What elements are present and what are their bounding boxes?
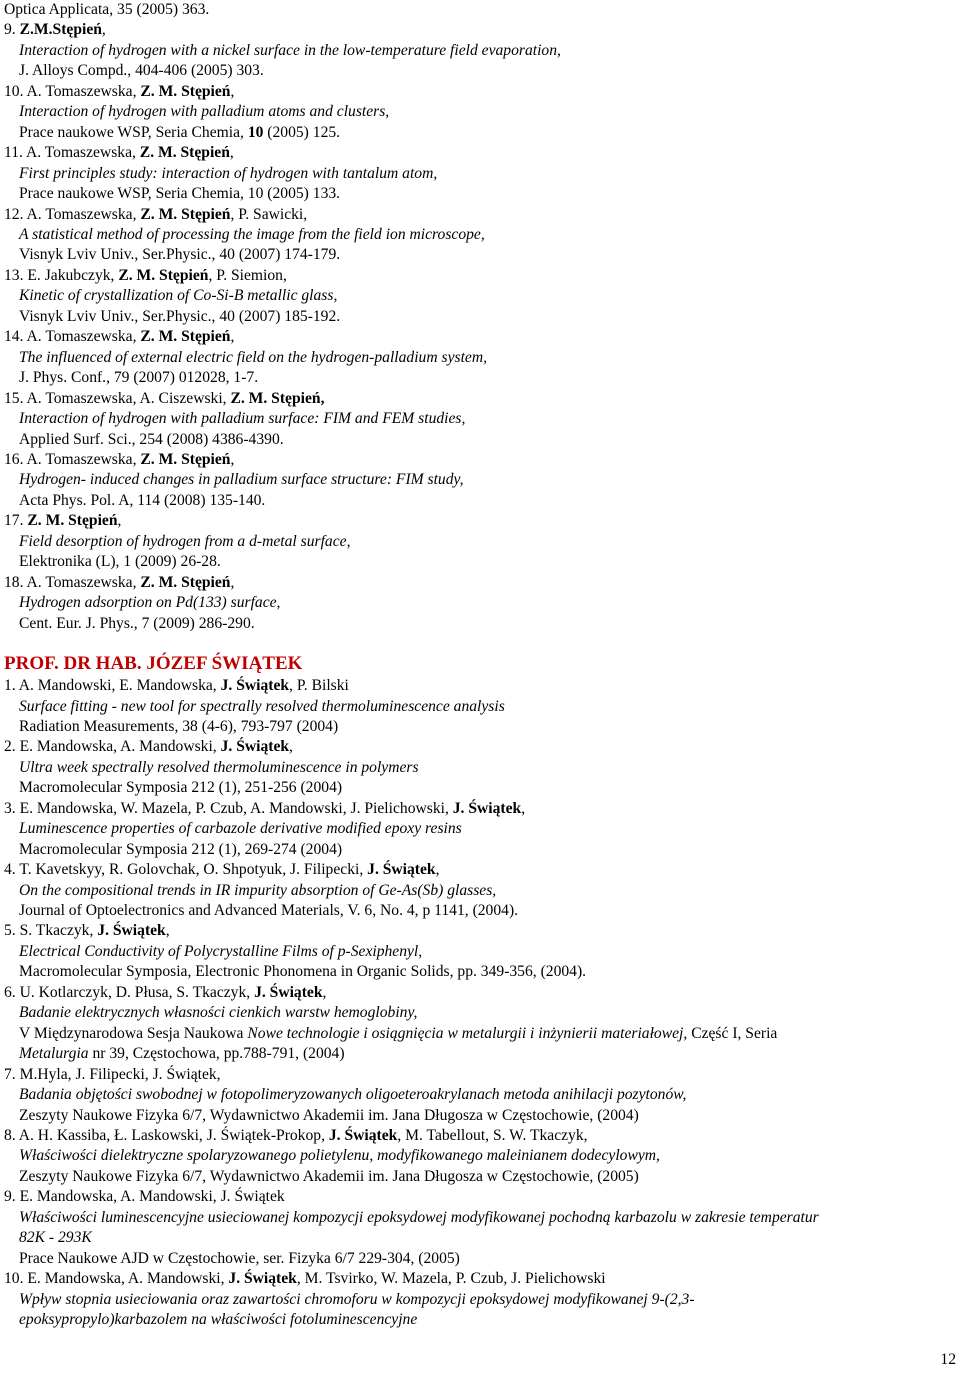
- entry-authors-line: [4, 799, 944, 819]
- text-run: Właściwości luminescencyjne usieciowanej kompozycji epoksydowej modyfikowanej pochodną karbazolu w zakresie temperatur: [19, 1208, 819, 1226]
- entry-detail-line: [4, 697, 944, 717]
- entry-detail-line: [4, 1146, 944, 1166]
- text-run: ,: [435, 861, 440, 879]
- entry-detail-line: [4, 41, 944, 61]
- publication-entry: [4, 983, 944, 1065]
- entry-authors-line: [4, 921, 944, 941]
- text-run: Field desorption of hydrogen from a d-metal surface,: [19, 532, 351, 550]
- text-run: Acta Phys. Pol. A, 114 (2008) 135-140.: [19, 491, 266, 509]
- entry-authors-line: [4, 1269, 944, 1289]
- text-run: S. Tkaczyk,: [19, 922, 98, 940]
- entry-authors-line: [4, 1126, 944, 1146]
- author-highlight: Z. M. Stępień: [139, 144, 230, 162]
- text-run: Ultra week spectrally resolved thermoluminescence in polymers: [19, 758, 419, 776]
- entry-detail-line: [4, 1044, 944, 1064]
- entry-authors-line: [4, 205, 944, 225]
- entry-number: 2.: [4, 738, 16, 756]
- entry-authors-line: [4, 860, 944, 880]
- entry-number: 12.: [4, 205, 24, 223]
- publication-entry: [4, 143, 944, 204]
- text-run: , P. Bilski: [289, 677, 349, 695]
- text-run: Badanie elektrycznych własności cienkich warstw hemoglobiny,: [19, 1004, 418, 1022]
- text-run: Macromolecular Symposia, Electronic Phonomena in Organic Solids, pp. 349-356, (2004).: [19, 963, 587, 981]
- entry-detail-line: [4, 1167, 944, 1187]
- text-run: A. Tomaszewska,: [26, 450, 141, 468]
- text-run: Elektronika (L), 1 (2009) 26-28.: [19, 553, 221, 571]
- text-run: A. Mandowski, E. Mandowska,: [18, 677, 221, 695]
- publication-entry: [4, 511, 944, 572]
- publication-entry: [4, 573, 944, 634]
- entry-authors-line: [4, 511, 944, 531]
- text-run: On the compositional trends in IR impurity absorption of Ge-As(Sb) glasses,: [19, 881, 497, 899]
- author-highlight: Stępień: [52, 21, 102, 39]
- entry-detail-line: [4, 430, 944, 450]
- entry-number: 18.: [4, 573, 24, 591]
- text-run: , P. Sawicki,: [230, 205, 308, 223]
- text-run: ,: [230, 573, 235, 591]
- entry-detail-line: [4, 286, 944, 306]
- entry-detail-line: [4, 1085, 944, 1105]
- text-run: Hydrogen- induced changes in palladium surface structure: FIM study,: [19, 471, 464, 489]
- publication-entry: [4, 450, 944, 511]
- entry-detail-line: [4, 819, 944, 839]
- entry-authors-line: [4, 450, 944, 470]
- author-highlight: J. Świątek: [228, 1270, 297, 1288]
- author-highlight: J. Świątek: [97, 922, 166, 940]
- publication-entry: [4, 921, 944, 982]
- text-run: Zeszyty Naukowe Fizyka 6/7, Wydawnictwo Akademii im. Jana Długosza w Częstochowie, (2005): [19, 1167, 639, 1185]
- entry-number: 16.: [4, 450, 24, 468]
- entry-authors-line: [4, 327, 944, 347]
- entry-detail-line: [4, 881, 944, 901]
- entry-number: 17.: [4, 512, 24, 530]
- text-run: Interaction of hydrogen with palladium atoms and clusters,: [19, 103, 390, 121]
- publication-entry: [4, 1269, 944, 1330]
- text-run: A. Tomaszewska,: [25, 144, 140, 162]
- entry-number: 10.: [4, 1270, 24, 1288]
- publication-entry: [4, 266, 944, 327]
- text-run: Interaction of hydrogen with palladium surface: FIM and FEM studies,: [19, 410, 466, 428]
- text-run: The influenced of external electric field on the hydrogen-palladium system,: [19, 348, 487, 366]
- text-run: ,: [230, 328, 235, 346]
- entry-authors-line: [4, 573, 944, 593]
- entry-detail-line: [4, 491, 944, 511]
- entry-authors-line: [4, 389, 944, 409]
- text-run: Wpływ stopnia usieciowania oraz zawartości chromoforu w kompozycji epoksydowej modyfikowanej 9-(2,3-: [19, 1290, 695, 1308]
- text-run: ,: [117, 512, 122, 530]
- publication-entry: [4, 20, 944, 81]
- entry-detail-line: [4, 164, 944, 184]
- text-run: A. Tomaszewska,: [26, 328, 141, 346]
- text-run: 82K - 293K: [19, 1229, 92, 1247]
- entry-detail-line: [4, 61, 944, 81]
- text-run: Prace naukowe WSP, Seria Chemia,: [19, 123, 248, 141]
- publication-entry: [4, 737, 944, 798]
- publication-entry: [4, 799, 944, 860]
- entry-detail-line: [4, 1249, 944, 1269]
- entry-detail-line: [4, 901, 944, 921]
- text-run: A. Tomaszewska, A. Ciszewski,: [26, 389, 231, 407]
- text-run: , M. Tabellout, S. W. Tkaczyk,: [397, 1127, 588, 1145]
- text-run: A. Tomaszewska,: [26, 573, 141, 591]
- text-run: Surface fitting - new tool for spectrally resolved thermoluminescence analysis: [19, 697, 505, 715]
- text-run: , Część I, Seria: [683, 1024, 778, 1042]
- entry-authors-line: [4, 983, 944, 1003]
- text-run: Applied Surf. Sci., 254 (2008) 4386-4390.: [19, 430, 284, 448]
- author-highlight: J. Świątek: [220, 738, 290, 756]
- author-highlight: Z. M. Stępień: [27, 512, 118, 530]
- entry-number: 1.: [4, 677, 16, 695]
- author-highlight: J. Świątek: [328, 1127, 398, 1145]
- text-run: Visnyk Lviv Univ., Ser.Physic., 40 (2007) 185-192.: [19, 307, 341, 325]
- text-run: ,: [230, 82, 235, 100]
- entry-detail-line: [4, 1228, 944, 1248]
- text-run: Właściwości dielektryczne spolaryzowanego polietylenu, modyfikowanego maleinianem dodecylowym,: [19, 1147, 660, 1165]
- entry-number: 3.: [4, 799, 16, 817]
- entry-detail-line: [4, 102, 944, 122]
- text-run: E. Mandowska, A. Mandowski,: [19, 738, 221, 756]
- text-run: ,: [289, 738, 293, 756]
- text-run: E. Mandowska, A. Mandowski, J. Świątek: [19, 1188, 285, 1206]
- entry-detail-line: [4, 1310, 944, 1330]
- author-highlight: J. Świątek: [452, 799, 522, 817]
- text-run: epoksypropylo)karbazolem na właściwości fotoluminescencyjne: [19, 1311, 418, 1329]
- publication-list-stepien: [4, 0, 944, 634]
- entry-number: 4.: [4, 861, 16, 879]
- entry-detail-line: [4, 409, 944, 429]
- entry-detail-line: [4, 552, 944, 572]
- entry-authors-line: [4, 143, 944, 163]
- entry-authors-line: [4, 82, 944, 102]
- entry-detail-line: [4, 225, 944, 245]
- text-run: nr 39, Częstochowa, pp.788-791, (2004): [88, 1045, 345, 1063]
- text-run: Radiation Measurements, 38 (4-6), 793-797 (2004): [19, 717, 339, 735]
- text-run: Journal of Optoelectronics and Advanced Materials, V. 6, No. 4, p 1141, (2004).: [19, 902, 519, 920]
- entry-authors-line: [4, 1065, 944, 1085]
- document-body: [4, 0, 944, 1331]
- entry-number: 8.: [4, 1127, 16, 1145]
- text-run: ,: [165, 922, 170, 940]
- text-run: Cent. Eur. J. Phys., 7 (2009) 286-290.: [19, 614, 255, 632]
- entry-detail-line: [4, 1106, 944, 1126]
- entry-detail-line: [4, 614, 944, 634]
- text-run: A statistical method of processing the image from the field ion microscope,: [19, 225, 485, 243]
- text-run: Metalurgia: [19, 1045, 89, 1063]
- text-run: V Międzynarodowa Sesja Naukowa: [19, 1024, 248, 1042]
- text-run: Electrical Conductivity of Polycrystalline Films of p-Sexiphenyl,: [19, 942, 423, 960]
- entry-number: 15.: [4, 389, 24, 407]
- entry-detail-line: [4, 532, 944, 552]
- text-run: U. Kotlarczyk, D. Płusa, S. Tkaczyk,: [19, 983, 255, 1001]
- entry-detail-line: [4, 184, 944, 204]
- entry-detail-line: [4, 717, 944, 737]
- entry-number: 6.: [4, 983, 16, 1001]
- text-run: A. Tomaszewska,: [26, 82, 141, 100]
- publication-entry: [4, 1126, 944, 1187]
- text-run: E. Mandowska, W. Mazela, P. Czub, A. Mandowski, J. Pielichowski,: [19, 799, 453, 817]
- entry-detail-line: [4, 942, 944, 962]
- entry-detail-line: [4, 307, 944, 327]
- entry-detail-line: [4, 470, 944, 490]
- text-run: Macromolecular Symposia 212 (1), 269-274 (2004): [19, 840, 343, 858]
- publication-entry: [4, 1187, 944, 1269]
- author-highlight: Z. M. Stępień: [140, 205, 231, 223]
- entry-authors-line: [4, 20, 944, 40]
- text-run: Badania objętości swobodnej w fotopolimeryzowanych oligoeteroakrylanach metoda anihilacji pozytonów,: [19, 1086, 687, 1104]
- entry-number: 5.: [4, 922, 16, 940]
- entry-detail-line: [4, 593, 944, 613]
- text-run: ,: [521, 799, 526, 817]
- entry-authors-line: [4, 1187, 944, 1207]
- text-run: ,: [229, 144, 234, 162]
- entry-authors-line: [4, 0, 944, 20]
- text-run: J. Alloys Compd., 404-406 (2005) 303.: [19, 62, 264, 80]
- entry-detail-line: [4, 123, 944, 143]
- publication-entry: [4, 860, 944, 921]
- text-run: Kinetic of crystallization of Co-Si-B metallic glass,: [19, 287, 338, 305]
- text-run: , M. Tsvirko, W. Mazela, P. Czub, J. Pielichowski: [296, 1270, 606, 1288]
- entry-detail-line: [4, 368, 944, 388]
- publication-entry: [4, 82, 944, 143]
- publication-entry: [4, 1065, 944, 1126]
- text-run: T. Kavetskyy, R. Golovchak, O. Shpotyuk, J. Filipecki,: [19, 861, 368, 879]
- text-run: Interaction of hydrogen with a nickel surface in the low-temperature field evaporation,: [19, 41, 561, 59]
- text-run: Prace Naukowe AJD w Częstochowie, ser. Fizyka 6/7 229-304, (2005): [19, 1249, 460, 1267]
- text-run: Hydrogen adsorption on Pd(133) surface,: [19, 594, 281, 612]
- text-run: Visnyk Lviv Univ., Ser.Physic., 40 (2007) 174-179.: [19, 246, 341, 264]
- entry-detail-line: [4, 1024, 944, 1044]
- text-run: A. H. Kassiba, Ł. Laskowski, J. Świątek-Prokop,: [18, 1127, 329, 1145]
- text-run: (2005) 125.: [263, 123, 341, 141]
- entry-number: 10.: [4, 82, 24, 100]
- entry-authors-line: [4, 737, 944, 757]
- text-run: Prace naukowe WSP, Seria Chemia, 10 (2005) 133.: [19, 185, 341, 203]
- author-highlight: Z.M.: [19, 21, 53, 39]
- entry-authors-line: [4, 266, 944, 286]
- author-highlight: Z. M. Stępień,: [230, 389, 325, 407]
- text-run: ,: [101, 21, 106, 39]
- text-run: Luminescence properties of carbazole derivative modified epoxy resins: [19, 820, 462, 838]
- page-number: 12: [940, 1351, 956, 1368]
- author-highlight: Z. M. Stępień: [140, 573, 231, 591]
- entry-number: 13.: [4, 266, 24, 284]
- text-run: Macromolecular Symposia 212 (1), 251-256 (2004): [19, 779, 343, 797]
- text-run: Optica Applicata, 35 (2005) 363.: [4, 1, 210, 18]
- entry-detail-line: [4, 1290, 944, 1310]
- publication-entry: [4, 0, 944, 20]
- entry-number: 11.: [4, 144, 23, 162]
- text-run: ,: [322, 983, 327, 1001]
- entry-number: 7.: [4, 1065, 16, 1083]
- publication-entry: [4, 327, 944, 388]
- text-run: A. Tomaszewska,: [26, 205, 141, 223]
- entry-detail-line: [4, 962, 944, 982]
- author-highlight: 10: [247, 123, 264, 141]
- text-run: First principles study: interaction of hydrogen with tantalum atom,: [19, 164, 438, 182]
- text-run: Nowe technologie i osiągnięcia w metalurgii i inżynierii materiałowej: [247, 1024, 684, 1042]
- author-highlight: Z. M. Stępień: [140, 328, 231, 346]
- entry-detail-line: [4, 348, 944, 368]
- text-run: ,: [230, 450, 235, 468]
- entry-number: 14.: [4, 328, 24, 346]
- author-highlight: Z. M. Stępień: [140, 450, 231, 468]
- section-heading: PROF. DR HAB. JÓZEF ŚWIĄTEK: [4, 653, 303, 675]
- entry-number: 9.: [4, 21, 16, 39]
- entry-detail-line: [4, 778, 944, 798]
- text-run: Zeszyty Naukowe Fizyka 6/7, Wydawnictwo Akademii im. Jana Długosza w Częstochowie, (2004): [19, 1106, 639, 1124]
- publication-list-swiatek: [4, 676, 944, 1331]
- entry-number: 9.: [4, 1188, 16, 1206]
- author-highlight: J. Świątek: [367, 861, 436, 879]
- text-run: M.Hyla, J. Filipecki, J. Świątek,: [19, 1065, 221, 1083]
- author-highlight: J. Świątek: [254, 983, 323, 1001]
- entry-detail-line: [4, 840, 944, 860]
- text-run: E. Jakubczyk,: [27, 266, 119, 284]
- entry-authors-line: [4, 676, 944, 696]
- text-run: , P. Siemion,: [208, 266, 287, 284]
- entry-detail-line: [4, 1208, 944, 1228]
- author-highlight: J. Świątek: [220, 677, 290, 695]
- publication-entry: [4, 389, 944, 450]
- publication-entry: [4, 205, 944, 266]
- text-run: E. Mandowska, A. Mandowski,: [27, 1270, 229, 1288]
- entry-detail-line: [4, 245, 944, 265]
- author-highlight: Z. M. Stępień: [118, 266, 209, 284]
- text-run: J. Phys. Conf., 79 (2007) 012028, 1-7.: [19, 369, 259, 387]
- entry-detail-line: [4, 758, 944, 778]
- author-highlight: Z. M. Stępień: [140, 82, 231, 100]
- publication-entry: [4, 676, 944, 737]
- entry-detail-line: [4, 1003, 944, 1023]
